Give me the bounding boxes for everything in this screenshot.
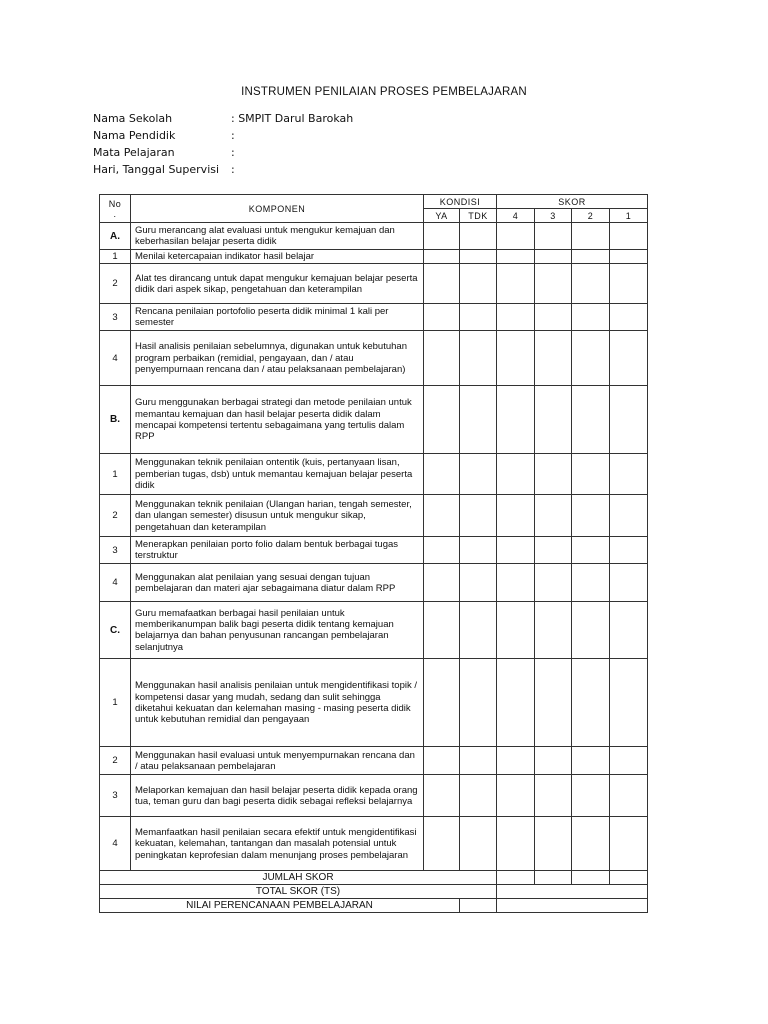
jumlah-score-3[interactable] xyxy=(535,871,572,885)
cell-score-3[interactable] xyxy=(535,602,572,659)
cell-ya[interactable] xyxy=(424,564,460,602)
cell-score-4[interactable] xyxy=(497,602,535,659)
cell-score-2[interactable] xyxy=(572,775,610,817)
cell-score-3[interactable] xyxy=(535,775,572,817)
section-row-c xyxy=(100,602,648,659)
cell-score-1[interactable] xyxy=(610,659,648,747)
cell-ya[interactable] xyxy=(424,495,460,537)
row-number: 2 xyxy=(100,495,131,537)
cell-tdk[interactable] xyxy=(460,264,497,304)
cell-tdk[interactable] xyxy=(460,250,497,264)
cell-score-2[interactable] xyxy=(572,602,610,659)
nilai-label: NILAI PERENCANAAN PEMBELAJARAN xyxy=(100,899,460,913)
subject-label: Mata Pelajaran xyxy=(93,146,175,159)
summary-row-nilai xyxy=(100,899,648,913)
nilai-extra[interactable] xyxy=(497,899,648,913)
cell-score-1[interactable] xyxy=(610,331,648,386)
section-row-b xyxy=(100,386,648,454)
section-row-a xyxy=(100,223,648,250)
item-row-a2 xyxy=(100,264,648,304)
meta-row-date xyxy=(93,161,353,178)
cell-score-1[interactable] xyxy=(610,250,648,264)
cell-tdk[interactable] xyxy=(460,537,497,564)
cell-score-3[interactable] xyxy=(535,250,572,264)
cell-score-1[interactable] xyxy=(610,223,648,250)
row-number: 1 xyxy=(100,250,131,264)
cell-tdk[interactable] xyxy=(460,304,497,331)
cell-ya[interactable] xyxy=(424,386,460,454)
row-number: 3 xyxy=(100,304,131,331)
row-number: 4 xyxy=(100,564,131,602)
header-score-1: 1 xyxy=(610,209,648,223)
item-row-b4 xyxy=(100,564,648,602)
cell-score-3[interactable] xyxy=(535,659,572,747)
component-text: Menilai ketercapaian indikator hasil belajar xyxy=(131,250,424,264)
jumlah-score-1[interactable] xyxy=(610,871,648,885)
row-number: B. xyxy=(100,386,131,454)
summary-row-total xyxy=(100,885,648,899)
cell-score-2[interactable] xyxy=(572,386,610,454)
meta-row-school xyxy=(93,110,353,127)
component-text: Guru menggunakan berbagai strategi dan metode penilaian untuk memantau kemajuan dan hasil belajar peserta didik dalam mencapai kompetensi tertentu sebagaimana yang tertulis dalam RPP xyxy=(131,386,424,454)
cell-tdk[interactable] xyxy=(460,223,497,250)
item-row-a1 xyxy=(100,250,648,264)
cell-score-1[interactable] xyxy=(610,264,648,304)
summary-row-jumlah xyxy=(100,871,648,885)
row-number: 1 xyxy=(100,454,131,495)
row-number: 3 xyxy=(100,537,131,564)
cell-score-4[interactable] xyxy=(497,817,535,871)
cell-score-4[interactable] xyxy=(497,537,535,564)
cell-score-4[interactable] xyxy=(497,454,535,495)
header-score-2: 2 xyxy=(572,209,610,223)
component-text: Menggunakan alat penilaian yang sesuai dengan tujuan pembelajaran dan materi ajar sebagaimana diatur dalam RPP xyxy=(131,564,424,602)
component-text: Menggunakan teknik penilaian (Ulangan harian, tengah semester, dan ulangan semester) disusun untuk mengukur sikap, pengetahuan dan keterampilan xyxy=(131,495,424,537)
header-ya: YA xyxy=(424,209,460,223)
row-number: 3 xyxy=(100,775,131,817)
item-row-b2 xyxy=(100,495,648,537)
cell-score-3[interactable] xyxy=(535,223,572,250)
row-number: A. xyxy=(100,223,131,250)
school-label: Nama Sekolah xyxy=(93,112,173,125)
cell-ya[interactable] xyxy=(424,602,460,659)
component-text: Guru memafaatkan berbagai hasil penilaian untuk memberikanumpan balik bagi peserta didik tentang kemajuan belajarnya dan bahan penyusunan rancangan pembelajaran selanjutnya xyxy=(131,602,424,659)
header-no-label: No xyxy=(108,198,122,209)
meta-row-teacher xyxy=(93,127,353,144)
row-number: 2 xyxy=(100,747,131,775)
component-text: Alat tes dirancang untuk dapat mengukur kemajuan belajar peserta didik dari aspek sikap, pengetahuan dan keterampilan xyxy=(131,264,424,304)
component-text: Hasil analisis penilaian sebelumnya, digunakan untuk kebutuhan program perbaikan (remidial, pengayaan, dan / atau penyempurnaan rencana dan / atau pelaksanaan pembelajaran) xyxy=(131,331,424,386)
teacher-value: : xyxy=(231,129,235,142)
component-text: Memanfaatkan hasil penilaian secara efektif untuk mengidentifikasi kekuatan, kelemahan, tantangan dan masalah potensial untuk peningkatan keprofesian dalam menunjang proses pembelajaran xyxy=(131,817,424,871)
component-text: Menggunakan teknik penilaian ontentik (kuis, pertanyaan lisan, pemberian tugas, dsb) untuk memantau kemajuan belajar peserta didik xyxy=(131,454,424,495)
assessment-table xyxy=(99,194,648,913)
cell-ya[interactable] xyxy=(424,250,460,264)
cell-tdk[interactable] xyxy=(460,454,497,495)
item-row-b1 xyxy=(100,454,648,495)
cell-ya[interactable] xyxy=(424,264,460,304)
row-number: 4 xyxy=(100,817,131,871)
cell-score-1[interactable] xyxy=(610,495,648,537)
component-text: Melaporkan kemajuan dan hasil belajar peserta didik kepada orang tua, teman guru dan bagi peserta didik sebagai refleksi belajarnya xyxy=(131,775,424,817)
school-value: : SMPIT Darul Barokah xyxy=(231,112,354,125)
cell-tdk[interactable] xyxy=(460,602,497,659)
row-number: 4 xyxy=(100,331,131,386)
cell-score-4[interactable] xyxy=(497,775,535,817)
row-number: C. xyxy=(100,602,131,659)
item-row-c2 xyxy=(100,747,648,775)
cell-score-1[interactable] xyxy=(610,454,648,495)
cell-ya[interactable] xyxy=(424,747,460,775)
header-no-dot: . xyxy=(113,208,117,219)
cell-score-2[interactable] xyxy=(572,331,610,386)
cell-tdk[interactable] xyxy=(460,775,497,817)
cell-score-4[interactable] xyxy=(497,250,535,264)
cell-score-1[interactable] xyxy=(610,775,648,817)
cell-score-1[interactable] xyxy=(610,386,648,454)
cell-ya[interactable] xyxy=(424,659,460,747)
cell-ya[interactable] xyxy=(424,817,460,871)
cell-ya[interactable] xyxy=(424,775,460,817)
cell-ya[interactable] xyxy=(424,304,460,331)
cell-score-4[interactable] xyxy=(497,223,535,250)
cell-score-2[interactable] xyxy=(572,564,610,602)
cell-score-3[interactable] xyxy=(535,564,572,602)
item-row-c1 xyxy=(100,659,648,747)
cell-score-1[interactable] xyxy=(610,747,648,775)
date-label: Hari, Tanggal Supervisi xyxy=(93,163,220,176)
component-text: Rencana penilaian portofolio peserta didik minimal 1 kali per semester xyxy=(131,304,424,331)
total-skor-value[interactable] xyxy=(497,885,648,899)
cell-score-3[interactable] xyxy=(535,747,572,775)
cell-score-1[interactable] xyxy=(610,537,648,564)
row-number: 2 xyxy=(100,264,131,304)
header-komponen: KOMPONEN xyxy=(131,195,424,223)
header-skor: SKOR xyxy=(497,195,648,209)
item-row-c4 xyxy=(100,817,648,871)
document-title: INSTRUMEN PENILAIAN PROSES PEMBELAJARAN xyxy=(241,86,527,98)
cell-score-2[interactable] xyxy=(572,264,610,304)
cell-tdk[interactable] xyxy=(460,386,497,454)
cell-tdk[interactable] xyxy=(460,659,497,747)
cell-score-2[interactable] xyxy=(572,747,610,775)
cell-score-4[interactable] xyxy=(497,331,535,386)
cell-score-2[interactable] xyxy=(572,223,610,250)
cell-score-4[interactable] xyxy=(497,747,535,775)
cell-score-3[interactable] xyxy=(535,331,572,386)
row-number: 1 xyxy=(100,659,131,747)
date-value: : xyxy=(231,163,235,176)
jumlah-score-2[interactable] xyxy=(572,871,610,885)
cell-score-3[interactable] xyxy=(535,495,572,537)
total-skor-label: TOTAL SKOR (TS) xyxy=(100,885,497,899)
cell-score-2[interactable] xyxy=(572,454,610,495)
header-no xyxy=(100,195,131,223)
component-text: Guru merancang alat evaluasi untuk mengukur kemajuan dan keberhasilan belajar peserta didik xyxy=(131,223,424,250)
cell-score-3[interactable] xyxy=(535,817,572,871)
cell-ya[interactable] xyxy=(424,223,460,250)
nilai-value[interactable] xyxy=(460,899,497,913)
item-row-a3 xyxy=(100,304,648,331)
teacher-label: Nama Pendidik xyxy=(93,129,176,142)
cell-tdk[interactable] xyxy=(460,331,497,386)
header-kondisi: KONDISI xyxy=(424,195,497,209)
cell-ya[interactable] xyxy=(424,454,460,495)
identity-block xyxy=(93,110,353,178)
cell-score-1[interactable] xyxy=(610,817,648,871)
jumlah-score-4[interactable] xyxy=(497,871,535,885)
cell-score-1[interactable] xyxy=(610,564,648,602)
cell-tdk[interactable] xyxy=(460,817,497,871)
header-tdk: TDK xyxy=(460,209,497,223)
cell-score-2[interactable] xyxy=(572,304,610,331)
cell-score-3[interactable] xyxy=(535,386,572,454)
cell-score-3[interactable] xyxy=(535,264,572,304)
header-score-3: 3 xyxy=(535,209,572,223)
cell-score-3[interactable] xyxy=(535,537,572,564)
cell-tdk[interactable] xyxy=(460,564,497,602)
cell-score-2[interactable] xyxy=(572,817,610,871)
cell-score-4[interactable] xyxy=(497,495,535,537)
jumlah-skor-label: JUMLAH SKOR xyxy=(100,871,497,885)
cell-ya[interactable] xyxy=(424,331,460,386)
cell-score-4[interactable] xyxy=(497,304,535,331)
cell-score-2[interactable] xyxy=(572,495,610,537)
cell-score-2[interactable] xyxy=(572,659,610,747)
cell-score-1[interactable] xyxy=(610,304,648,331)
item-row-b3 xyxy=(100,537,648,564)
cell-score-2[interactable] xyxy=(572,250,610,264)
cell-tdk[interactable] xyxy=(460,747,497,775)
cell-tdk[interactable] xyxy=(460,495,497,537)
cell-score-3[interactable] xyxy=(535,304,572,331)
item-row-c3 xyxy=(100,775,648,817)
subject-value: : xyxy=(231,146,235,159)
cell-score-3[interactable] xyxy=(535,454,572,495)
cell-score-4[interactable] xyxy=(497,264,535,304)
cell-score-2[interactable] xyxy=(572,537,610,564)
item-row-a4 xyxy=(100,331,648,386)
component-text: Menggunakan hasil analisis penilaian untuk mengidentifikasi topik / kompetensi dasar yang mudah, sedang dan sulit sehingga diketahui kekuatan dan kelemahan masing - masing peserta didik untuk kebutuhan remidial dan pengayaan xyxy=(131,659,424,747)
cell-score-4[interactable] xyxy=(497,386,535,454)
cell-score-1[interactable] xyxy=(610,602,648,659)
component-text: Menggunakan hasil evaluasi untuk menyempurnakan rencana dan / atau pelaksanaan pembelajaran xyxy=(131,747,424,775)
meta-row-subject xyxy=(93,144,353,161)
cell-score-4[interactable] xyxy=(497,564,535,602)
component-text: Menerapkan penilaian porto folio dalam bentuk berbagai tugas terstruktur xyxy=(131,537,424,564)
header-score-4: 4 xyxy=(497,209,535,223)
cell-ya[interactable] xyxy=(424,537,460,564)
cell-score-4[interactable] xyxy=(497,659,535,747)
